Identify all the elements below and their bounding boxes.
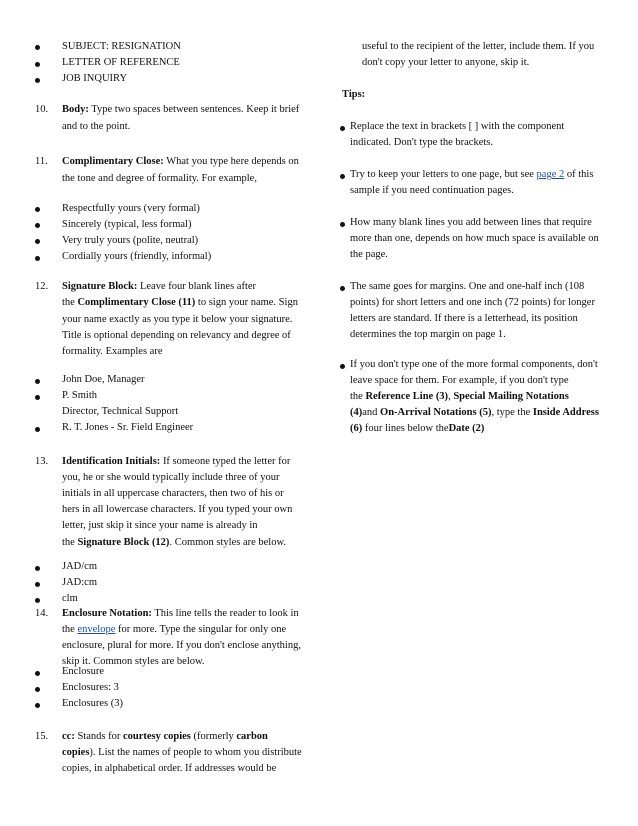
item-title: Identification Initials: xyxy=(62,456,161,467)
text: , xyxy=(448,391,454,402)
item-14-line-3: enclosure, plural for more. If you don't enclose anything, xyxy=(62,640,301,651)
continuation-line: don't copy your letter to anyone, skip it. xyxy=(362,57,530,68)
bullet-icon xyxy=(35,687,40,692)
list-item: P. Smith xyxy=(62,390,98,401)
item-number: 13. xyxy=(35,456,49,467)
list-item: Respectfully yours (very formal) xyxy=(62,203,200,214)
item-13-line-5: letter, just skip it since your name is already in xyxy=(62,520,258,531)
list-item: Very truly yours (polite, neutral) xyxy=(62,235,199,246)
item-13-line-1 xyxy=(62,455,290,468)
item-number: 15. xyxy=(35,731,49,742)
text: Leave four blank lines after xyxy=(139,281,257,292)
tip-5-line-2: leave space for them. For example, if you don't type xyxy=(350,375,569,386)
text: , type the xyxy=(491,407,533,418)
list-item: Enclosures: 3 xyxy=(62,682,119,693)
item-number: 10. xyxy=(35,104,49,115)
tip-5-line-4 xyxy=(350,406,599,419)
text: four lines below the xyxy=(362,423,449,434)
bullet-icon xyxy=(35,239,40,244)
list-item: JAD/cm xyxy=(62,561,97,572)
list-item: JAD:cm xyxy=(62,577,97,588)
item-14-line-1 xyxy=(62,607,299,620)
bullet-icon xyxy=(35,45,40,50)
text: ). List the names of people to whom you distribute xyxy=(89,747,302,758)
text: If someone typed the letter for xyxy=(162,456,291,467)
list-item: SUBJECT: RESIGNATION xyxy=(62,41,181,52)
list-item: John Doe, Manager xyxy=(62,374,145,385)
bold-text: carbon xyxy=(236,731,268,742)
tip-5-line-1: If you don't type one of the more formal components, don't xyxy=(350,359,598,370)
tip-3-line-1: How many blank lines you add between lines that require xyxy=(350,217,592,228)
tip-4-line-4: determines the top margin on page 1. xyxy=(350,329,506,340)
bullet-icon xyxy=(35,78,40,83)
bullet-icon xyxy=(340,126,345,131)
item-11-line-1 xyxy=(62,155,299,168)
text: the xyxy=(350,391,366,402)
bullet-icon xyxy=(35,62,40,67)
item-title: cc: xyxy=(62,731,75,742)
bold-text: Special Mailing Notations xyxy=(453,391,569,402)
text: the xyxy=(62,624,78,635)
tip-4-line-1: The same goes for margins. One and one-half inch (108 xyxy=(350,281,585,292)
bullet-icon xyxy=(35,566,40,571)
text: and xyxy=(362,407,381,418)
item-number: 12. xyxy=(35,281,49,292)
bold-text: Reference Line (3) xyxy=(365,391,449,402)
bold-text: courtesy copies xyxy=(122,731,191,742)
tip-1-line-2: indicated. Don't type the brackets. xyxy=(350,137,494,148)
bullet-icon xyxy=(35,671,40,676)
bold-text: (6) xyxy=(350,423,363,434)
list-item: R. T. Jones - Sr. Field Engineer xyxy=(62,422,194,433)
item-title: Enclosure Notation: xyxy=(62,608,152,619)
text: of this xyxy=(564,169,594,180)
tip-3-line-2: more than one, depends on how much space is available on xyxy=(350,233,599,244)
text: . Common styles are below. xyxy=(169,537,286,548)
bold-text: Date (2) xyxy=(448,423,485,434)
tip-2-line-2: sample if you need continuation pages. xyxy=(350,185,514,196)
text: This line tells the reader to look in xyxy=(154,608,299,619)
text: the xyxy=(62,297,78,308)
item-title: Complimentary Close: xyxy=(62,156,164,167)
text: (formerly xyxy=(190,731,237,742)
bullet-icon xyxy=(340,222,345,227)
tip-4-line-3: letters are standard. If there is a letterhead, its position xyxy=(350,313,578,324)
item-14-line-2 xyxy=(62,623,286,636)
bullet-icon xyxy=(35,703,40,708)
item-13-line-2: you, he or she would typically include three of your xyxy=(62,472,280,483)
text: What you type here depends on xyxy=(166,156,299,167)
list-item: Sincerely (typical, less formal) xyxy=(62,219,192,230)
text: Stands for xyxy=(77,731,123,742)
bold-text: On-Arrival Notations (5) xyxy=(380,407,492,418)
item-15-line-1 xyxy=(62,730,268,743)
tip-5-line-3 xyxy=(350,390,569,403)
bullet-icon xyxy=(35,207,40,212)
item-12-line-4: Title is optional depending on relevancy and degree of xyxy=(62,330,291,341)
tip-4-line-2: points) for short letters and one inch (72 points) for longer xyxy=(350,297,595,308)
text: for more. Type the singular for only one xyxy=(115,624,287,635)
item-15-line-2 xyxy=(62,746,302,759)
bold-text: Complimentary Close (11) xyxy=(77,297,196,308)
item-13-line-4: hers in all lowercase characters. If you typed your own xyxy=(62,504,293,515)
continuation-line: useful to the recipient of the letter, include them. If you xyxy=(362,41,595,52)
bullet-icon xyxy=(35,598,40,603)
bullet-icon xyxy=(340,174,345,179)
list-item: LETTER OF REFERENCE xyxy=(62,57,180,68)
list-item: clm xyxy=(62,593,78,604)
item-11-line-2: the tone and degree of formality. For example, xyxy=(62,173,257,184)
bullet-icon xyxy=(35,256,40,261)
item-title: Body: xyxy=(62,104,89,115)
page-2-link[interactable]: page 2 xyxy=(536,169,565,180)
item-10-line-1 xyxy=(62,103,299,116)
item-number: 14. xyxy=(35,608,49,619)
bullet-icon xyxy=(35,379,40,384)
item-12-line-2 xyxy=(62,296,298,309)
text: Try to keep your letters to one page, but see xyxy=(350,169,537,180)
item-13-line-6 xyxy=(62,536,286,549)
bullet-icon xyxy=(340,286,345,291)
bold-text: Inside Address xyxy=(532,407,599,418)
item-number: 11. xyxy=(35,156,48,167)
bullet-icon xyxy=(35,395,40,400)
item-12-line-3: your name exactly as you type it below your signature. xyxy=(62,314,293,325)
bullet-icon xyxy=(35,582,40,587)
list-item: JOB INQUIRY xyxy=(62,73,128,84)
tip-2-line-1 xyxy=(350,168,593,181)
item-13-line-3: initials in all uppercase characters, then two of his or xyxy=(62,488,284,499)
list-item-continuation: Director, Technical Support xyxy=(62,406,179,417)
item-12-line-1 xyxy=(62,280,256,293)
bullet-icon xyxy=(35,427,40,432)
bold-text: copies xyxy=(62,747,90,758)
item-title: Signature Block: xyxy=(62,281,138,292)
list-item: Enclosure xyxy=(62,666,104,677)
bullet-icon xyxy=(340,364,345,369)
item-12-line-5: formality. Examples are xyxy=(62,346,163,357)
item-10-line-2: and to the point. xyxy=(62,121,131,132)
list-item: Enclosures (3) xyxy=(62,698,123,709)
bullet-icon xyxy=(35,223,40,228)
bold-text: (4) xyxy=(350,407,363,418)
tip-5-line-5 xyxy=(350,422,484,435)
tips-heading: Tips: xyxy=(342,89,366,100)
item-15-line-3: copies, in alphabetical order. If addresses would be xyxy=(62,763,277,774)
text: the xyxy=(62,537,78,548)
text: Type two spaces between sentences. Keep it brief xyxy=(91,104,300,115)
envelope-link[interactable]: envelope xyxy=(77,624,116,635)
text: to sign your name. Sign xyxy=(195,297,298,308)
bold-text: Signature Block (12) xyxy=(77,537,170,548)
list-item: Cordially yours (friendly, informal) xyxy=(62,251,212,262)
tip-3-line-3: the page. xyxy=(350,249,388,260)
tip-1-line-1: Replace the text in brackets [ ] with the component xyxy=(350,121,565,132)
item-14-line-4: skip it. Common styles are below. xyxy=(62,656,205,667)
